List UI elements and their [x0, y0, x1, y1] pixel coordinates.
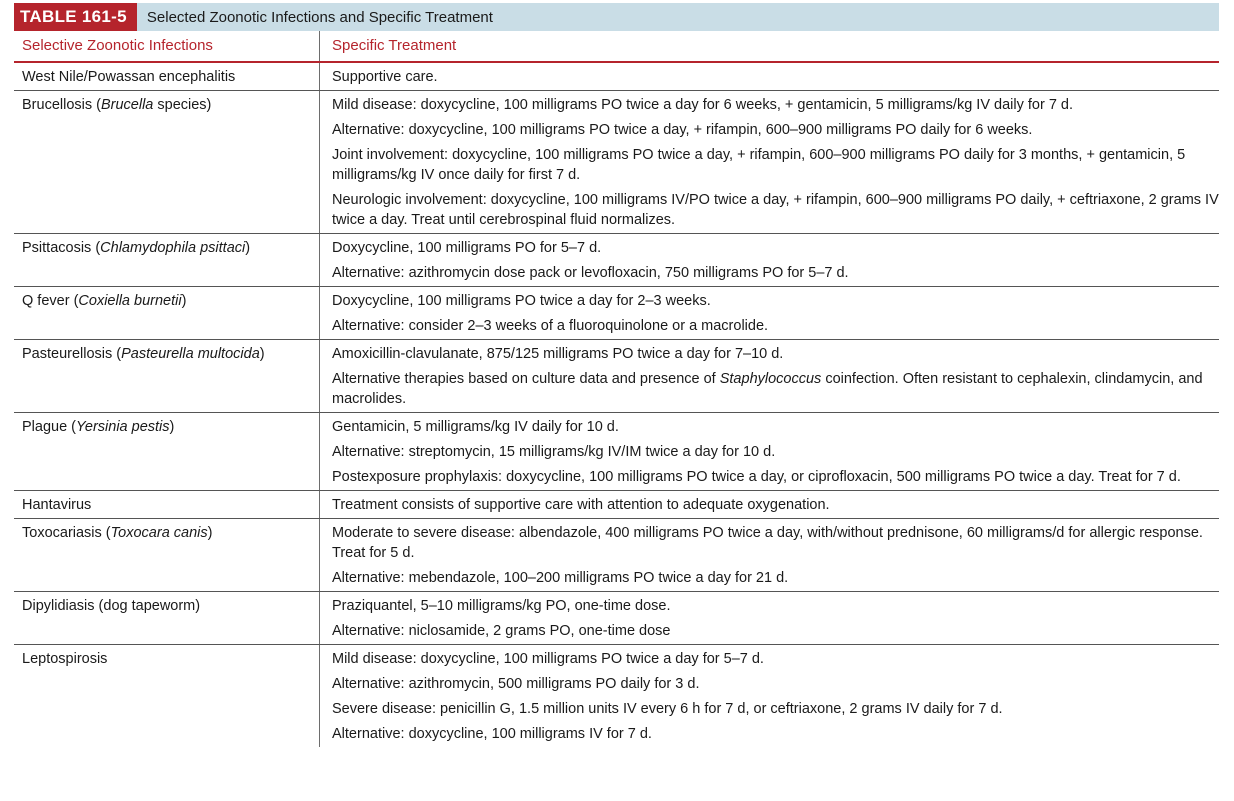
infection-cell: [14, 63, 320, 90]
text-run: Brucellosis (: [22, 97, 101, 113]
text-run: West Nile/Powassan encephalitis: [22, 69, 236, 85]
table-body: [14, 63, 1219, 747]
table-row: [14, 519, 1219, 592]
table-row: [14, 63, 1219, 91]
text-run: ): [169, 419, 175, 435]
infection-cell: [14, 340, 320, 412]
italic-text: Toxocara canis: [110, 525, 208, 541]
treatment-line: [332, 674, 1219, 694]
header-treatment: Specific Treatment: [332, 37, 457, 54]
text-run: Amoxicillin-clavulanate, 875/125 milligrams PO twice a day for 7–10 d.: [332, 346, 784, 362]
text-run: Praziquantel, 5–10 milligrams/kg PO, one-time dose.: [332, 598, 671, 614]
treatment-cell: [320, 491, 1219, 518]
treatment-line: [332, 699, 1219, 719]
treatment-cell: [320, 413, 1219, 490]
text-run: ): [259, 346, 265, 362]
text-run: Hantavirus: [22, 497, 92, 513]
treatment-line: [332, 523, 1219, 563]
treatment-line: [332, 95, 1219, 115]
text-run: Neurologic involvement: doxycycline, 100 milligrams IV/PO twice a day, + rifampin, 600–900 milligrams PO daily, + ceftriaxone, 2 grams IV twice a day. Treat until cerebrospinal fluid normalizes.: [332, 192, 1219, 228]
text-run: Alternative: niclosamide, 2 grams PO, one-time dose: [332, 623, 671, 639]
treatment-line: [332, 291, 1219, 311]
text-run: Mild disease: doxycycline, 100 milligrams PO twice a day for 6 weeks, + gentamicin, 5 milligrams/kg IV daily for 7 d.: [332, 97, 1074, 113]
text-run: Pasteurellosis (: [22, 346, 122, 362]
table-number: TABLE 161-5: [14, 3, 137, 31]
zoonotic-treatment-table: [14, 3, 1219, 747]
treatment-line: [332, 649, 1219, 669]
italic-text: Coxiella burnetii: [78, 293, 182, 309]
italic-text: Chlamydophila psittaci: [100, 240, 246, 256]
table-row: [14, 592, 1219, 645]
text-run: Alternative: doxycycline, 100 milligrams PO twice a day, + rifampin, 600–900 milligrams PO daily for 6 weeks.: [332, 122, 1033, 138]
text-run: Alternative: mebendazole, 100–200 milligrams PO twice a day for 21 d.: [332, 570, 789, 586]
text-run: Toxocariasis (: [22, 525, 111, 541]
treatment-cell: [320, 592, 1219, 644]
treatment-line: [332, 621, 1219, 641]
infection-cell: [14, 491, 320, 518]
text-run: Alternative: streptomycin, 15 milligrams/kg IV/IM twice a day for 10 d.: [332, 444, 776, 460]
table-row: [14, 91, 1219, 234]
treatment-line: [332, 344, 1219, 364]
table-row: [14, 287, 1219, 340]
text-run: Alternative therapies based on culture data and presence of: [332, 371, 720, 387]
treatment-line: [332, 369, 1219, 409]
text-run: Q fever (: [22, 293, 79, 309]
table-row: [14, 491, 1219, 519]
infection-cell: [14, 592, 320, 644]
text-run: Doxycycline, 100 milligrams PO for 5–7 d.: [332, 240, 602, 256]
treatment-line: [332, 145, 1219, 185]
treatment-line: [332, 263, 1219, 283]
text-run: Psittacosis (: [22, 240, 101, 256]
treatment-line: [332, 417, 1219, 437]
table-row: [14, 413, 1219, 491]
table-header-row: [14, 31, 1219, 63]
text-run: ): [207, 525, 213, 541]
text-run: Alternative: azithromycin dose pack or levofloxacin, 750 milligrams PO for 5–7 d.: [332, 265, 849, 281]
table-row: [14, 645, 1219, 747]
text-run: ): [245, 240, 251, 256]
italic-text: Pasteurella multocida: [121, 346, 260, 362]
text-run: Alternative: azithromycin, 500 milligrams PO daily for 3 d.: [332, 676, 700, 692]
infection-cell: [14, 413, 320, 490]
text-run: Joint involvement: doxycycline, 100 milligrams PO twice a day, + rifampin, 600–900 milligrams PO daily for 3 months, + gentamicin, 5 milligrams/kg IV once daily for first 7 d.: [332, 147, 1186, 183]
treatment-line: [332, 316, 1219, 336]
text-run: Mild disease: doxycycline, 100 milligrams PO twice a day for 5–7 d.: [332, 651, 764, 667]
treatment-line: [332, 67, 1219, 87]
text-run: Alternative: consider 2–3 weeks of a fluoroquinolone or a macrolide.: [332, 318, 769, 334]
table-row: [14, 340, 1219, 413]
treatment-line: [332, 568, 1219, 588]
text-run: Plague (: [22, 419, 77, 435]
treatment-line: [332, 238, 1219, 258]
treatment-line: [332, 190, 1219, 230]
infection-cell: [14, 519, 320, 591]
text-run: Doxycycline, 100 milligrams PO twice a day for 2–3 weeks.: [332, 293, 711, 309]
text-run: Treatment consists of supportive care with attention to adequate oxygenation.: [332, 497, 830, 513]
treatment-line: [332, 120, 1219, 140]
italic-text: Staphylococcus: [719, 371, 822, 387]
text-run: Postexposure prophylaxis: doxycycline, 100 milligrams PO twice a day, or ciprofloxacin, 500 milligrams PO twice a day. Treat for 7 d.: [332, 469, 1181, 485]
treatment-cell: [320, 340, 1219, 412]
treatment-line: [332, 596, 1219, 616]
table-row: [14, 234, 1219, 287]
infection-cell: [14, 234, 320, 286]
italic-text: Brucella: [100, 97, 154, 113]
text-run: Leptospirosis: [22, 651, 108, 667]
text-run: Alternative: doxycycline, 100 milligrams IV for 7 d.: [332, 726, 652, 742]
table-title: Selected Zoonotic Infections and Specific Treatment: [146, 8, 493, 26]
treatment-line: [332, 442, 1219, 462]
treatment-cell: [320, 234, 1219, 286]
infection-cell: [14, 91, 320, 233]
treatment-cell: [320, 287, 1219, 339]
italic-text: Yersinia pestis: [76, 419, 170, 435]
text-run: Severe disease: penicillin G, 1.5 million units IV every 6 h for 7 d, or ceftriaxone, 2 grams IV daily for 7 d.: [332, 701, 1003, 717]
text-run: Supportive care.: [332, 69, 438, 85]
treatment-cell: [320, 645, 1219, 747]
header-infection: Selective Zoonotic Infections: [14, 31, 320, 61]
text-run: Gentamicin, 5 milligrams/kg IV daily for 10 d.: [332, 419, 619, 435]
infection-cell: [14, 287, 320, 339]
treatment-cell: [320, 63, 1219, 90]
treatment-line: [332, 495, 1219, 515]
text-run: ): [181, 293, 187, 309]
infection-cell: [14, 645, 320, 747]
treatment-cell: [320, 519, 1219, 591]
text-run: Moderate to severe disease: albendazole, 400 milligrams PO twice a day, with/without prednisone, 60 milligrams/d for allergic response. Treat for 5 d.: [332, 525, 1203, 561]
treatment-cell: [320, 91, 1219, 233]
treatment-line: [332, 467, 1219, 487]
text-run: species): [153, 97, 212, 113]
text-run: Dipylidiasis (dog tapeworm): [22, 598, 201, 614]
treatment-line: [332, 724, 1219, 744]
table-title-bar: [14, 3, 1219, 31]
text-run: coinfection. Often resistant to cephalexin, clindamycin, and macrolides.: [332, 371, 1203, 407]
